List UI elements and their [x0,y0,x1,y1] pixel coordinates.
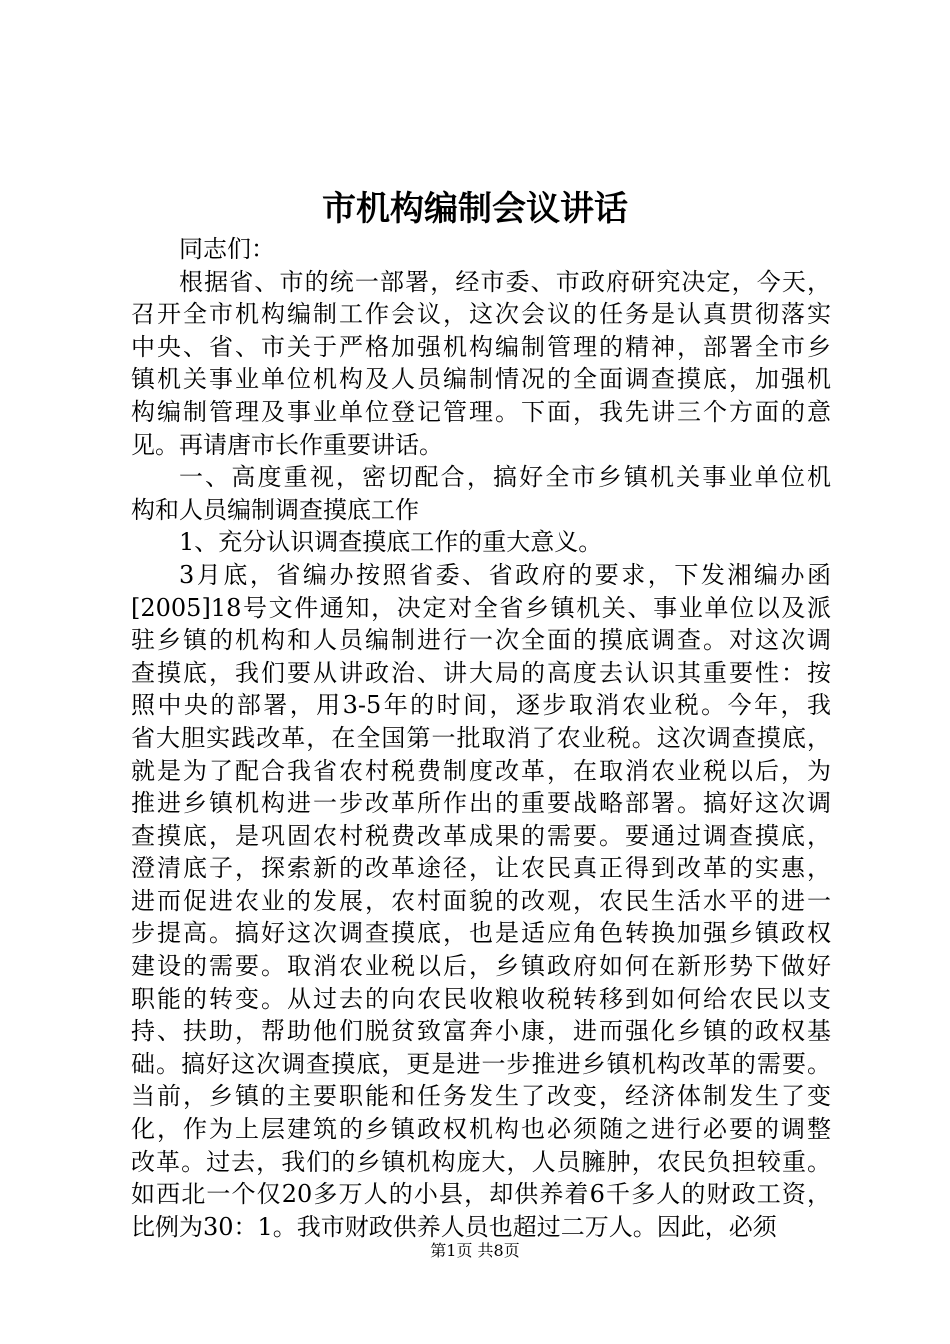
text-line: 化，作为上层建筑的乡镇政权机构也必须随之进行必要的调整 [131,1115,831,1144]
text-line: 建设的需要。取消农业税以后，乡镇政府如何在新形势下做好 [131,952,831,981]
text-line: 推进乡镇机构进一步改革所作出的重要战略部署。搞好这次调 [131,789,831,818]
text-line: 改革。过去，我们的乡镇机构庞大，人员臃肿，农民负担较重。 [131,1147,831,1176]
subsection-heading-1-1 [131,526,831,559]
text-line: 查摸底，是巩固农村税费改革成果的需要。要通过调查摸底， [131,821,831,850]
text-line: 澄清底子，探索新的改革途径，让农民真正得到改革的实惠， [131,854,831,883]
text-line: 照中央的部署，用3-5年的时间，逐步取消农业税。今年，我 [131,691,831,720]
text-line: 省大胆实践改革，在全国第一批取消了农业税。这次调查摸底， [131,723,831,752]
document-body [131,233,831,1243]
text-line: 中央、省、市关于严格加强机构编制管理的精神，部署全市乡 [131,332,831,361]
text-line: 镇机关事业单位机构及人员编制情况的全面调查摸底，加强机 [131,365,831,394]
text-line: 进而促进农业的发展，农村面貌的改观，农民生活水平的进一 [131,886,831,915]
text-line: 比例为30：1。我市财政供养人员也超过二万人。因此，必须 [131,1212,777,1241]
text-line: 根据省、市的统一部署，经市委、市政府研究决定，今天， [179,267,831,296]
text-line: 当前，乡镇的主要职能和任务发生了改变，经济体制发生了变 [131,1082,831,1111]
paragraph-intro [131,266,831,462]
text-line: 步提高。搞好这次调查摸底，也是适应角色转换加强乡镇政权 [131,919,831,948]
text-line: 持、扶助，帮助他们脱贫致富奔小康，进而强化乡镇的政权基 [131,1017,831,1046]
text-line: 如西北一个仅20多万人的小县，却供养着6千多人的财政工资， [131,1180,831,1209]
text-line: [2005]18号文件通知，决定对全省乡镇机关、事业单位以及派 [131,593,831,622]
text-line: 职能的转变。从过去的向农民收粮收税转移到如何给农民以支 [131,984,831,1013]
text-line: 查摸底，我们要从讲政治、讲大局的高度去认识其重要性：按 [131,658,831,687]
document-title: 市机构编制会议讲话 [322,189,628,229]
paragraph-survey-significance [131,559,831,1243]
text-line: 召开全市机构编制工作会议，这次会议的任务是认真贯彻落实 [131,300,831,329]
text-line: 见。再请唐市长作重要讲话。 [131,430,443,459]
salutation: 同志们： [179,235,275,263]
text-line: 构和人员编制调查摸底工作 [131,495,419,524]
text-line: 一、高度重视，密切配合，搞好全市乡镇机关事业单位机 [179,463,831,492]
text-line: 就是为了配合我省农村税费制度改革，在取消农业税以后，为 [131,756,831,785]
text-line: 驻乡镇的机构和人员编制进行一次全面的摸底调查。对这次调 [131,626,831,655]
page-footer: 第1页 共8页 [430,1241,520,1260]
text-line: 础。搞好这次调查摸底，更是进一步推进乡镇机构改革的需要。 [131,1049,831,1078]
section-heading-1 [131,461,831,526]
text-line: 构编制管理及事业单位登记管理。下面，我先讲三个方面的意 [131,397,831,426]
text-line: 3月底，省编办按照省委、省政府的要求，下发湘编办函 [179,560,831,589]
text-line: 1、充分认识调查摸底工作的重大意义。 [179,528,603,557]
